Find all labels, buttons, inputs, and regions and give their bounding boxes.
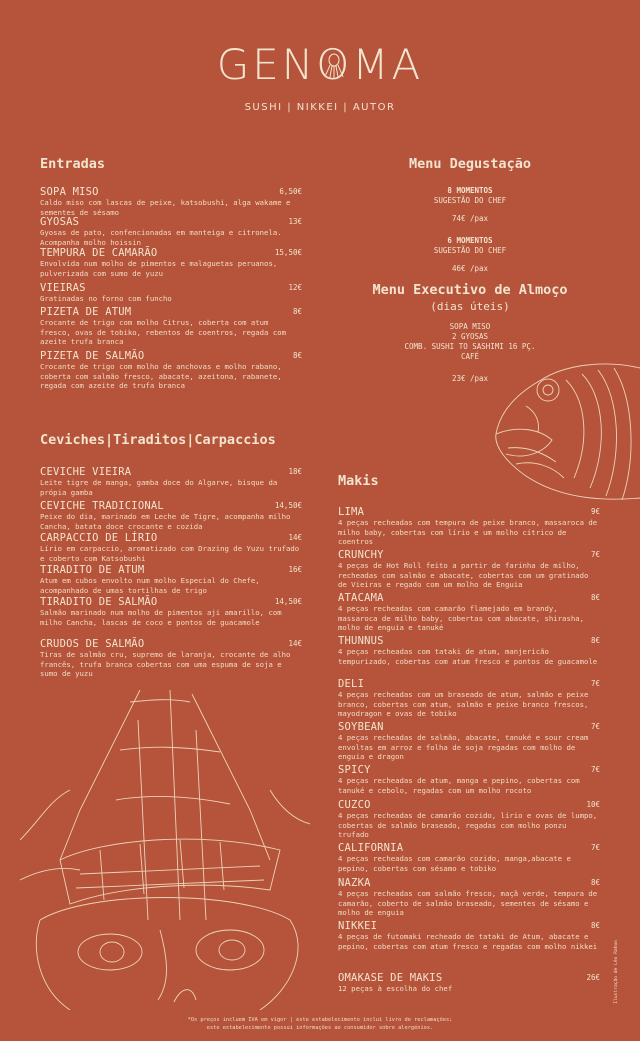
item-desc: 4 peças recheadas de camarão cozido, lírio e ovas de lumpo, cobertas de salmão braseado, regadas com molho ponzu trufado	[338, 811, 598, 840]
item-name: CARPACCIO DE LÍRIO	[40, 532, 158, 544]
item-price: 16€	[288, 565, 302, 574]
item-name: CRUNCHY	[338, 549, 384, 561]
item-name: CALIFORNIA	[338, 842, 404, 854]
brand-tagline: SUSHI | NIKKEI | AUTOR	[244, 102, 396, 113]
item-price: 8€	[590, 593, 600, 602]
entradas-list	[40, 186, 302, 391]
item-desc: 4 peças recheadas de atum, manga e pepino, cobertas com tanuké e cebolo, regadas com um molho rocoto	[338, 776, 580, 795]
list-item	[40, 466, 302, 500]
item-name: SPICY	[338, 764, 371, 776]
item-price: 7€	[590, 843, 600, 852]
item-name: THUNNUS	[338, 635, 384, 647]
brand-logo	[0, 40, 640, 89]
item-name: TIRADITO DE ATUM	[40, 564, 145, 576]
list-item	[40, 306, 302, 350]
option-label: 8 MOMENTOS	[447, 186, 493, 195]
list-item	[338, 592, 600, 635]
item-name: GYOSAS	[40, 216, 80, 228]
entradas-title: Entradas	[40, 156, 106, 172]
item-desc: 12 peças à escolha do chef	[338, 984, 453, 993]
item-desc: 4 peças recheadas com camarão flamejado em brandy, massaroca de milho baby, cobertas com abacate, shirasha, molho de enguia e tanuké	[338, 604, 585, 633]
item-price: 15,50€	[274, 248, 302, 257]
illustration-credit: Ilustração de Léo Rahon	[614, 940, 619, 1004]
footnote-line: *Os preços incluem IVA em vigor | este estabelecimento inclui livro de reclamações;	[187, 1017, 453, 1023]
item-name: PIZETA DE SALMÃO	[40, 350, 145, 362]
makis-title: Makis	[338, 473, 379, 489]
item-price: 14,50€	[274, 597, 302, 606]
option-price: 74€ /pax	[451, 214, 489, 223]
item-price: 8€	[590, 636, 600, 645]
item-desc: Lírio em carpaccio, aromatizado com Drazing de Yuzu trufado e coberto com Katsobushi	[40, 544, 300, 563]
ceviches-list	[40, 466, 302, 679]
list-item	[40, 282, 302, 306]
option-sub: SUGESTÃO DO CHEF	[433, 196, 507, 205]
octopus-logo-icon	[316, 47, 352, 83]
item-name: PIZETA DE ATUM	[40, 306, 132, 318]
item-name: CUZCO	[338, 799, 371, 811]
option-sub: SUGESTÃO DO CHEF	[433, 246, 507, 255]
item-price: 10€	[586, 800, 600, 809]
item-desc: Tiras de salmão cru, supremo de laranja, crocante de alho francês, trufa branca cobertas com uma espuma de soja e sumo de yuzu	[40, 650, 291, 679]
item-desc: 4 peças recheadas com salmão fresco, maçã verde, tempura de camarão, coberto de salmão braseado, sementes de sésamo e molho de enguia	[338, 889, 598, 918]
item-price: 14€	[288, 533, 302, 542]
item-desc: Leite tigre de manga, gamba doce do Algarve, bisque da própia gamba	[40, 478, 278, 497]
item-desc: 4 peças recheadas com um braseado de atum, salmão e peixe branco, cobertas com atum, salmão e peixe branco frescos, mayodragon e ovas de tobiko	[338, 690, 589, 719]
item-price: 7€	[590, 679, 600, 688]
list-item	[40, 500, 302, 532]
makis-list	[338, 506, 600, 994]
fish-illustration	[486, 350, 640, 510]
list-item	[338, 549, 600, 592]
item-name: NIKKEI	[338, 920, 378, 932]
item-price: 9€	[590, 507, 600, 516]
item-name: TEMPURA DE CAMARÃO	[40, 247, 158, 259]
item-desc: 4 peças recheadas com tataki de atum, manjericão tempurizado, cobertas com atum fresco e pontos de guacamole	[338, 647, 598, 666]
item-desc: Crocante de trigo com molho Citrus, coberta com atum fresco, ovas de tobiko, rebentos de coentros, regada com azeite trufa branca	[40, 318, 287, 347]
item-desc: Gyosas de pato, confencionadas em manteiga e citronela. Acompanha molho hoissin	[40, 228, 282, 247]
item-desc: 4 peças recheadas com camarão cozido, manga,abacate e pepino, cobertas com sésamo e tobiko	[338, 854, 571, 873]
degustacao-options	[340, 186, 600, 274]
list-item	[338, 678, 600, 721]
logo-text-right: MA	[352, 40, 424, 89]
item-price: 26€	[586, 973, 600, 982]
item-desc: 4 peças de futomaki recheado de tataki de Atum, abacate e pepino, cobertas com atum fresco e regadas com molho nikkei	[338, 932, 598, 951]
item-desc: 4 peças de Hot Roll feito a partir de farinha de milho, recheadas com salmão e abacate, cobertas com um gratinado de Vieiras e regado com um molho de Enguia	[338, 561, 589, 590]
footnote	[150, 1016, 490, 1032]
item-name: SOPA MISO	[40, 186, 99, 198]
option-price: 46€ /pax	[451, 264, 489, 273]
option-label: 6 MOMENTOS	[447, 236, 493, 245]
list-item	[338, 972, 600, 994]
executivo-line: SOPA MISO	[449, 322, 491, 331]
list-item	[338, 842, 600, 877]
item-price: 7€	[590, 550, 600, 559]
logo-text-left: GEN	[216, 40, 317, 89]
item-price: 12€	[288, 283, 302, 292]
item-desc: Peixe do dia, marinado em Leche de Tigre, acompanha milho Cancha, batata doce crocante e cozida	[40, 512, 291, 531]
item-desc: 4 peças recheadas de salmão, abacate, tanuké e sour cream envoltas em arroz e folha de soja regadas com molho de enguia e dragon	[338, 733, 589, 762]
logo-o: O	[316, 40, 353, 89]
item-price: 8€	[590, 921, 600, 930]
list-item	[338, 635, 600, 678]
item-name: CRUDOS DE SALMÃO	[40, 638, 145, 650]
item-price: 14,50€	[274, 501, 302, 510]
list-item	[338, 799, 600, 842]
list-item	[338, 877, 600, 920]
item-name: DELI	[338, 678, 365, 690]
item-price: 6,50€	[279, 187, 302, 196]
item-name: CEVICHE TRADICIONAL	[40, 500, 164, 512]
item-price: 14€	[288, 639, 302, 648]
item-price: 8€	[292, 351, 302, 360]
item-desc: Atum em cubos envolto num molho Especial do Chefe, acompanhado de umas tortilhas de trigo	[40, 576, 260, 595]
item-price: 13€	[288, 217, 302, 226]
ceviches-title: Ceviches|Tiraditos|Carpaccios	[40, 432, 276, 448]
item-price: 8€	[590, 878, 600, 887]
footnote-line: este estabelecimento possui informações ao consumidor sobre alergénios.	[206, 1025, 434, 1031]
ship-illustration	[20, 690, 310, 1010]
item-name: OMAKASE DE MAKIS	[338, 972, 443, 984]
list-item	[338, 721, 600, 764]
list-item	[338, 506, 600, 549]
list-item	[338, 920, 600, 972]
executivo-subtitle: (dias úteis)	[430, 300, 510, 313]
item-desc: Envolvida num molho de pimentos e malaguetas peruanos, pulverizada com sumo de yuzu	[40, 259, 278, 278]
executivo-line: 2 GYOSAS	[451, 332, 489, 341]
list-item	[40, 564, 302, 596]
item-price: 8€	[292, 307, 302, 316]
list-item	[40, 216, 302, 247]
item-desc: Caldo miso com lascas de peixe, katsobushi, alga wakame e sementes de sésamo	[40, 198, 291, 217]
item-name: SOYBEAN	[338, 721, 384, 733]
item-name: LIMA	[338, 506, 365, 518]
item-desc: 4 peças recheadas com tempura de peixe branco, massaroca de milho baby, cobertas com lírio e um molho cítrico de coentros	[338, 518, 598, 547]
executivo-price: 23€ /pax	[451, 374, 489, 383]
list-item	[338, 764, 600, 799]
executivo-line: COMB. SUSHI TO SASHIMI 16 PÇ.	[404, 342, 536, 351]
degustacao-title: Menu Degustação	[409, 156, 531, 172]
list-item	[40, 638, 302, 679]
list-item	[40, 247, 302, 282]
item-name: ATACAMA	[338, 592, 384, 604]
item-desc: Gratinadas no forno com funcho	[40, 294, 172, 303]
item-name: VIEIRAS	[40, 282, 86, 294]
list-item	[40, 186, 302, 216]
executivo-title: Menu Executivo de Almoço	[372, 282, 568, 298]
item-name: CEVICHE VIEIRA	[40, 466, 132, 478]
item-price: 7€	[590, 722, 600, 731]
item-price: 7€	[590, 765, 600, 774]
list-item	[40, 350, 302, 391]
item-desc: Crocante de trigo com molho de anchovas e molho rabano, coberta com salmão fresco, abacate, azeitona, rabanete, regada com azeite de trufa branca	[40, 362, 282, 391]
item-name: NAZKA	[338, 877, 371, 889]
item-name: TIRADITO DE SALMÃO	[40, 596, 158, 608]
list-item	[40, 596, 302, 638]
list-item	[40, 532, 302, 564]
item-price: 18€	[288, 467, 302, 476]
item-desc: Salmão marinado num molho de pimentos aji amarillo, com milho Cancha, lascas de coco e pontos de guacamole	[40, 608, 282, 627]
executivo-line: CAFÉ	[460, 352, 480, 361]
